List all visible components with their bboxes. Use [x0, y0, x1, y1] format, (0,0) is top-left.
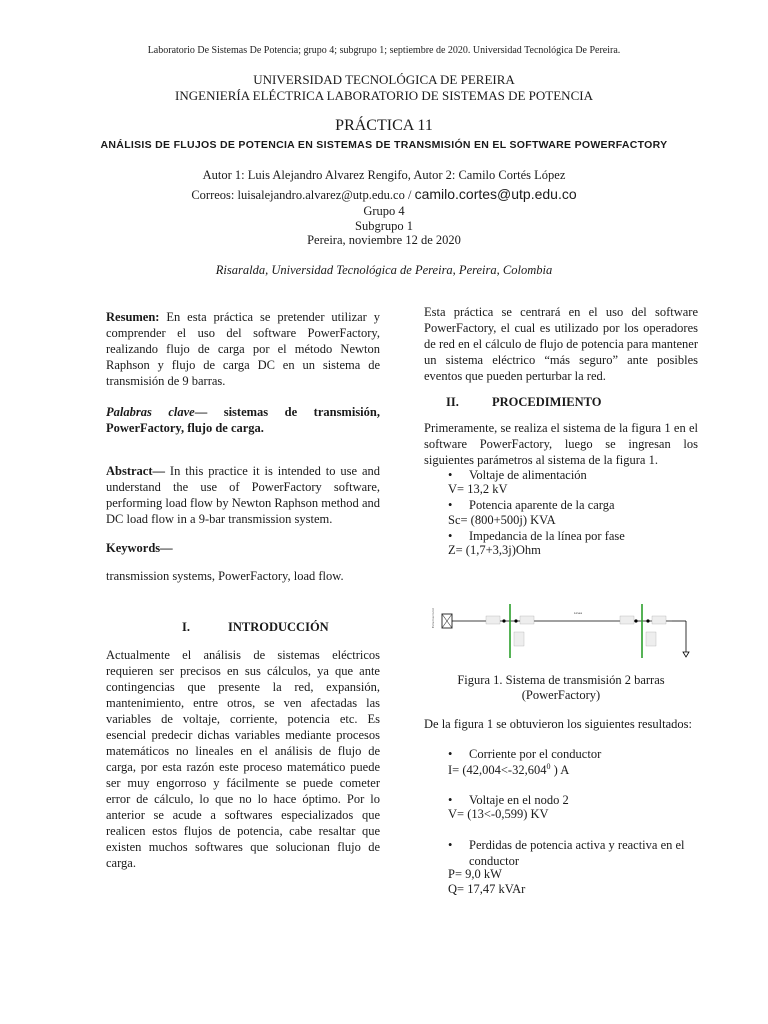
bullet-icon: • — [448, 468, 453, 482]
value-impedance: Z= (1,7+3,3j)Ohm — [448, 543, 541, 557]
keywords-text: transmission systems, PowerFactory, load flow. — [106, 569, 344, 583]
bullet-icon: • — [448, 529, 453, 543]
group: Grupo 4 — [363, 204, 405, 218]
practice-subtitle: ANÁLISIS DE FLUJOS DE POTENCIA EN SISTEMAS DE TRANSMISIÓN EN EL SOFTWARE POWERFACTORY — [100, 139, 668, 151]
current-value: I= (42,004<-32,604 — [448, 763, 547, 778]
bullet-icon: • — [448, 498, 453, 512]
department-name: INGENIERÍA ELÉCTRICA LABORATORIO DE SISTEMAS DE POTENCIA — [175, 88, 593, 103]
value-node-voltage: V= (13<-0,599) KV — [448, 807, 549, 821]
palabras-label: Palabras clave — [106, 405, 195, 419]
abstract-text: In this practice it is intended to use and understand the use of PowerFactory software, performing load flow by Newton Raphson method and DC load flow in a 9-bar transmission system. — [106, 464, 380, 526]
bullet-text: Corriente por el conductor — [469, 747, 602, 761]
bullet-icon: • — [448, 747, 453, 761]
value-current — [448, 762, 569, 778]
line-label: Linea — [574, 611, 583, 615]
emails — [0, 186, 768, 203]
subgroup: Subgrupo 1 — [355, 219, 413, 233]
intro-continuation: Esta práctica se centrará en el uso del software PowerFactory, el cual es utilizado por los operadores de red en el cálculo de flujo de potencia para mantener un sistema eléctrico “más seguro” ante posibles eventos que pueden perturbar la red. — [424, 305, 698, 383]
email-2: camilo.cortes@utp.edu.co — [414, 186, 577, 202]
location: Risaralda, Universidad Tecnológica de Pereira, Pereira, Colombia — [215, 263, 553, 277]
section-2-title: PROCEDIMIENTO — [492, 395, 602, 409]
value-active-loss: P= 9,0 kW — [448, 867, 502, 881]
abstract-label: Abstract— — [106, 464, 166, 478]
results-intro: De la figura 1 se obtuvieron los siguientes resultados: — [424, 717, 692, 731]
bullet-text: Impedancia de la línea por fase — [469, 529, 625, 543]
abstract-paragraph — [106, 463, 380, 527]
email-1: Correos: luisalejandro.alvarez@utp.edu.co / — [191, 188, 415, 202]
university-name: UNIVERSIDAD TECNOLÓGICA DE PEREIRA — [253, 72, 515, 87]
procedure-paragraph: Primeramente, se realiza el sistema de la figura 1 en el software PowerFactory, luego se ingresan los siguientes parámetros al sistema de la figura 1. — [424, 421, 698, 467]
date: Pereira, noviembre 12 de 2020 — [307, 233, 461, 247]
section-2-number: II. — [446, 395, 459, 409]
current-unit: ) A — [553, 763, 570, 778]
resumen-paragraph — [106, 309, 380, 389]
bullet-icon: • — [448, 793, 453, 807]
palabras-clave — [106, 404, 380, 436]
bullet-text: Voltaje de alimentación — [469, 468, 587, 482]
palabras-text: — sistemas de transmisión, PowerFactory, flujo de carga. — [106, 405, 380, 435]
section-1-title: INTRODUCCIÓN — [228, 620, 329, 634]
load-arrow-icon — [683, 652, 689, 657]
figure-1-diagram — [424, 602, 698, 666]
value-voltage: V= 13,2 kV — [448, 482, 508, 496]
value-power: Sc= (800+500j) KVA — [448, 513, 556, 527]
bullet-text: Voltaje en el nodo 2 — [469, 793, 569, 807]
running-header: Laboratorio De Sistemas De Potencia; grupo 4; subgrupo 1; septiembre de 2020. Universidad Tecnológica De Pereira. — [147, 45, 621, 56]
resumen-text: En esta práctica se pretender utilizar y comprender el uso del software PowerFactory, realizando flujo de carga por el método Newton Raphson y flujo de carga DC en un sistema de transmisión de 9 barras. — [106, 310, 380, 388]
degree-superscript: 0 — [546, 762, 551, 771]
external-grid-label: External Grid — [431, 608, 435, 628]
bullet-icon: • — [448, 838, 453, 852]
resumen-label: Resumen: — [106, 310, 160, 324]
section-1-number: I. — [182, 620, 190, 634]
figure-caption-line-1: Figura 1. Sistema de transmisión 2 barras — [457, 673, 665, 687]
value-reactive-loss: Q= 17,47 kVAr — [448, 882, 526, 896]
bullet-text: Potencia aparente de la carga — [469, 498, 615, 512]
introduction-paragraph: Actualmente el análisis de sistemas eléctricos requieren ser precisos en sus cálculos, ya que ante contingencias que presente la red, expansión, mantenimiento, entre otros, se ven afectadas las variables de voltaje, corriente, potencia etc. Es esencial predecir dichas variables mediante procesos matemáticos no lineales en el análisis de flujo de carga, por esta razón este proceso matemático puede ser muy engorroso y fácilmente se puede cometer error de cálculo, lo que no lo hace óptimo. Por lo anterior se acude a softwares especializados que realicen estos flujos de potencia, cabe resaltar que existen muchos softwares que solucionan flujo de carga. — [106, 648, 380, 870]
keywords-label: Keywords— — [106, 541, 173, 555]
authors: Autor 1: Luis Alejandro Alvarez Rengifo, Autor 2: Camilo Cortés López — [202, 168, 566, 182]
figure-caption-line-2: (PowerFactory) — [521, 688, 601, 702]
practice-title: PRÁCTICA 11 — [335, 117, 433, 134]
bullet-text: Perdidas de potencia activa y reactiva en el conductor — [469, 838, 685, 868]
